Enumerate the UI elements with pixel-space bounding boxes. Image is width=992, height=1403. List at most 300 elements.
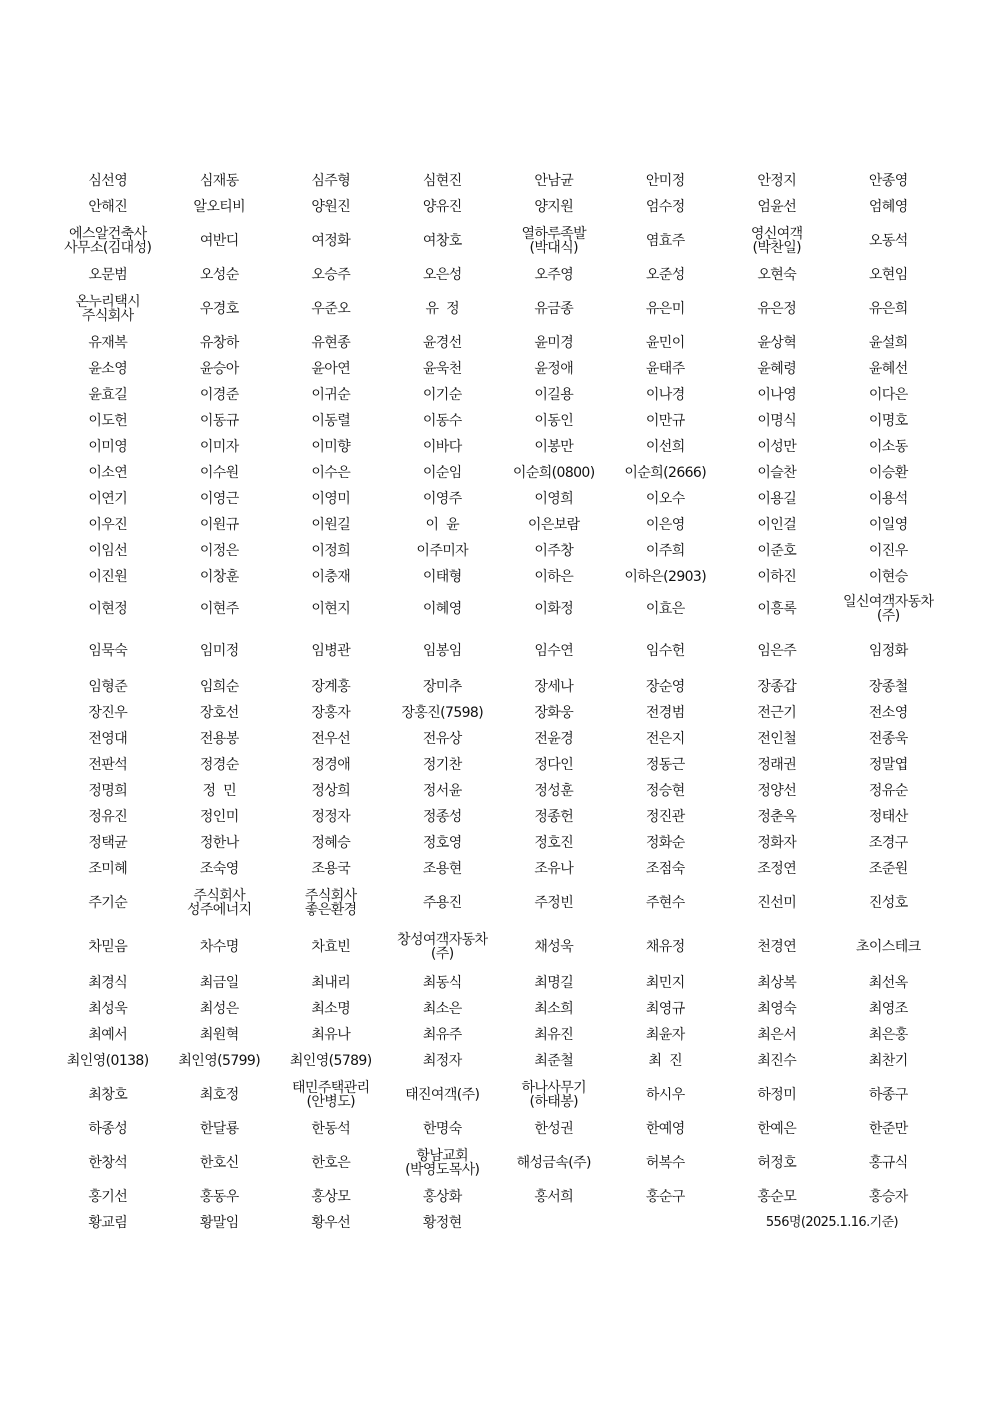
donor-name: 전근기 [757, 705, 797, 721]
donor-name: 임정화 [868, 643, 908, 659]
donor-name: 이순임 [422, 465, 462, 481]
donor-name: 임미정 [199, 643, 239, 659]
donor-name: 오성순 [199, 267, 239, 283]
donor-name: 허복수 [645, 1155, 685, 1171]
donor-name: 홍상화 [422, 1189, 462, 1205]
donor-name: 전인철 [757, 731, 797, 747]
donor-name: 영신여객 (박찬일) [750, 226, 803, 256]
donor-name: 홍순구 [645, 1189, 685, 1205]
donor-name: 주용진 [422, 895, 462, 911]
name-row [52, 356, 944, 382]
donor-name: 채유정 [645, 939, 685, 955]
name-row [52, 168, 944, 194]
donor-name: 최원혁 [199, 1027, 239, 1043]
donor-name: 엄혜영 [868, 199, 908, 215]
donor-name: 장순영 [645, 679, 685, 695]
donor-name: 임형준 [88, 679, 128, 695]
name-row [52, 1048, 944, 1074]
donor-name: 이미자 [199, 439, 239, 455]
donor-name: 최소희 [534, 1001, 574, 1017]
name-row [52, 1184, 944, 1210]
donor-name: 이명식 [757, 413, 797, 429]
donor-name: 한호신 [199, 1155, 239, 1171]
donor-name: 안정지 [757, 173, 797, 189]
donor-name: 이수원 [199, 465, 239, 481]
donor-name: 하시우 [645, 1087, 685, 1103]
donor-name: 전판석 [88, 757, 128, 773]
donor-name: 최성은 [199, 1001, 239, 1017]
donor-name: 이현지 [311, 601, 351, 617]
donor-name: 이길용 [534, 387, 574, 403]
donor-name: 한동석 [311, 1121, 351, 1137]
donor-name: 심주형 [311, 173, 351, 189]
donor-name: 이나경 [645, 387, 685, 403]
donor-name: 최은서 [757, 1027, 797, 1043]
donor-name: 최호정 [199, 1087, 239, 1103]
donor-name: 최진수 [757, 1053, 797, 1069]
donor-name: 이하진 [757, 569, 797, 585]
name-row [52, 778, 944, 804]
donor-name: 전영대 [88, 731, 128, 747]
donor-name: 최영조 [868, 1001, 908, 1017]
donor-name: 정명희 [88, 783, 128, 799]
donor-name: 전소영 [868, 705, 908, 721]
donor-name: 윤미경 [534, 335, 574, 351]
donor-name: 주식회사 좋은환경 [304, 888, 357, 918]
donor-name: 안종영 [868, 173, 908, 189]
donor-name: 조미혜 [88, 861, 128, 877]
donor-name-grid [52, 168, 944, 1236]
donor-name: 최상복 [757, 975, 797, 991]
donor-name: 진선미 [757, 895, 797, 911]
donor-name: 알오티비 [193, 199, 246, 215]
donor-name: 초이스테크 [855, 939, 921, 955]
donor-name: 장홍자 [311, 705, 351, 721]
donor-name: 유은미 [645, 301, 685, 317]
donor-name: 양지원 [534, 199, 574, 215]
donor-name: 이태형 [422, 569, 462, 585]
donor-name: 이동렬 [311, 413, 351, 429]
donor-name: 안남균 [534, 173, 574, 189]
donor-name: 이만규 [645, 413, 685, 429]
donor-name: 전종욱 [868, 731, 908, 747]
donor-name: 이우진 [88, 517, 128, 533]
donor-name: 임봉임 [422, 643, 462, 659]
donor-name: 조정연 [757, 861, 797, 877]
name-row [52, 434, 944, 460]
donor-name: 안해진 [88, 199, 128, 215]
donor-name: 이봉만 [534, 439, 574, 455]
donor-name: 오주영 [534, 267, 574, 283]
donor-name: 이창훈 [199, 569, 239, 585]
donor-name: 항남교회 (박영도목사) [405, 1148, 480, 1178]
donor-name: 해성금속(주) [516, 1155, 591, 1171]
name-row [52, 1116, 944, 1142]
donor-name: 최영숙 [757, 1001, 797, 1017]
donor-name: 이영희 [534, 491, 574, 507]
donor-name: 전윤경 [534, 731, 574, 747]
donor-name: 최정자 [422, 1053, 462, 1069]
donor-name: 조용국 [311, 861, 351, 877]
donor-name: 윤경선 [422, 335, 462, 351]
name-row [52, 882, 944, 924]
name-row [52, 460, 944, 486]
donor-name: 이귀순 [311, 387, 351, 403]
donor-name: 이정희 [311, 543, 351, 559]
donor-name: 안미정 [645, 173, 685, 189]
donor-name: 하종성 [88, 1121, 128, 1137]
donor-name: 최금일 [199, 975, 239, 991]
donor-name: 정승현 [645, 783, 685, 799]
donor-name: 이동인 [534, 413, 574, 429]
name-row [52, 564, 944, 590]
name-row [52, 486, 944, 512]
donor-name: 최은홍 [868, 1027, 908, 1043]
donor-name: 최민지 [645, 975, 685, 991]
donor-name: 태진여객(주) [405, 1087, 480, 1103]
donor-name: 정성훈 [534, 783, 574, 799]
donor-name: 이바다 [422, 439, 462, 455]
name-row [52, 700, 944, 726]
donor-name: 윤상혁 [757, 335, 797, 351]
donor-name: 조경구 [868, 835, 908, 851]
donor-name: 최인영(5789) [289, 1053, 372, 1069]
donor-name: 이용석 [868, 491, 908, 507]
donor-name: 황말임 [199, 1215, 239, 1231]
donor-name: 이소동 [868, 439, 908, 455]
donor-name: 이선희 [645, 439, 685, 455]
donor-name: 하종구 [868, 1087, 908, 1103]
donor-name: 일신여객자동차 (주) [843, 594, 934, 624]
donor-name: 이은영 [645, 517, 685, 533]
donor-name: 정호영 [422, 835, 462, 851]
donor-name: 하나사무기 (하태봉) [521, 1080, 587, 1110]
name-row [52, 512, 944, 538]
donor-name: 주식회사 성주에너지 [186, 888, 252, 918]
donor-name: 윤승아 [199, 361, 239, 377]
donor-name: 임묵숙 [88, 643, 128, 659]
donor-name: 최윤자 [645, 1027, 685, 1043]
donor-name: 홍동우 [199, 1189, 239, 1205]
donor-name: 장홍진(7598) [401, 705, 484, 721]
donor-name: 최찬기 [868, 1053, 908, 1069]
donor-name: 장호선 [199, 705, 239, 721]
donor-name: 최유진 [534, 1027, 574, 1043]
donor-name: 정 민 [202, 783, 237, 799]
donor-name: 임은주 [757, 643, 797, 659]
donor-name: 유재복 [88, 335, 128, 351]
donor-name: 최창호 [88, 1087, 128, 1103]
donor-name: 전은지 [645, 731, 685, 747]
donor-name: 이현정 [88, 601, 128, 617]
donor-name: 정호진 [534, 835, 574, 851]
donor-name: 이주희 [645, 543, 685, 559]
donor-name: 이현주 [199, 601, 239, 617]
donor-name: 정유순 [868, 783, 908, 799]
donor-name: 장세나 [534, 679, 574, 695]
donor-name: 황우선 [311, 1215, 351, 1231]
donor-name: 태민주택관리 (안병도) [291, 1080, 370, 1110]
donor-name: 이영미 [311, 491, 351, 507]
donor-name: 윤효길 [88, 387, 128, 403]
name-row [52, 674, 944, 700]
donor-name: 이진우 [868, 543, 908, 559]
donor-name: 조준원 [868, 861, 908, 877]
donor-name: 임병관 [311, 643, 351, 659]
donor-name: 이미영 [88, 439, 128, 455]
name-row [52, 220, 944, 262]
donor-name: 이일영 [868, 517, 908, 533]
donor-name: 심선영 [88, 173, 128, 189]
donor-name: 이소연 [88, 465, 128, 481]
donor-name: 에스알건축사 사무소(김대성) [64, 226, 152, 256]
donor-name: 오승주 [311, 267, 351, 283]
donor-name: 이 윤 [425, 517, 460, 533]
donor-name: 장계홍 [311, 679, 351, 695]
donor-name: 최경식 [88, 975, 128, 991]
donor-name: 정춘옥 [757, 809, 797, 825]
donor-name: 심현진 [422, 173, 462, 189]
donor-name: 임수헌 [645, 643, 685, 659]
name-row [52, 262, 944, 288]
donor-name: 홍순모 [757, 1189, 797, 1205]
donor-name: 정화순 [645, 835, 685, 851]
donor-name: 윤욱천 [422, 361, 462, 377]
donor-name: 엄수정 [645, 199, 685, 215]
donor-name: 정정자 [311, 809, 351, 825]
donor-name: 윤정애 [534, 361, 574, 377]
name-row [52, 924, 944, 970]
donor-name: 이인걸 [757, 517, 797, 533]
donor-name: 정동근 [645, 757, 685, 773]
donor-name: 유은정 [757, 301, 797, 317]
donor-name: 장미추 [422, 679, 462, 695]
donor-name: 이효은 [645, 601, 685, 617]
donor-name: 차효빈 [311, 939, 351, 955]
donor-name: 이정은 [199, 543, 239, 559]
donor-name: 윤태주 [645, 361, 685, 377]
donor-name: 이영근 [199, 491, 239, 507]
donor-name: 최 진 [648, 1053, 683, 1069]
donor-name: 오문범 [88, 267, 128, 283]
name-row [52, 804, 944, 830]
donor-name: 이주창 [534, 543, 574, 559]
donor-name: 이원규 [199, 517, 239, 533]
donor-name: 주기순 [88, 895, 128, 911]
donor-name: 조용현 [422, 861, 462, 877]
donor-name: 이영주 [422, 491, 462, 507]
name-row [52, 590, 944, 628]
donor-name: 조유나 [534, 861, 574, 877]
donor-name: 주정빈 [534, 895, 574, 911]
donor-name: 정혜승 [311, 835, 351, 851]
donor-name: 차믿음 [88, 939, 128, 955]
name-row [52, 970, 944, 996]
donor-name: 홍상모 [311, 1189, 351, 1205]
donor-name: 이기순 [422, 387, 462, 403]
donor-name: 유현종 [311, 335, 351, 351]
donor-name: 장종갑 [757, 679, 797, 695]
donor-name: 장화웅 [534, 705, 574, 721]
name-row [52, 194, 944, 220]
donor-name: 홍서희 [534, 1189, 574, 1205]
name-row [52, 330, 944, 356]
donor-name: 이순희(0800) [512, 465, 595, 481]
donor-name: 온누리택시 주식회사 [75, 294, 141, 324]
donor-name: 윤혜령 [757, 361, 797, 377]
donor-name: 정유진 [88, 809, 128, 825]
donor-name: 이순희(2666) [624, 465, 707, 481]
donor-name: 장진우 [88, 705, 128, 721]
donor-name: 오현숙 [757, 267, 797, 283]
donor-name: 이동규 [199, 413, 239, 429]
donor-name: 정기찬 [422, 757, 462, 773]
donor-name: 이연기 [88, 491, 128, 507]
donor-name: 조점숙 [645, 861, 685, 877]
donor-name: 이경준 [199, 387, 239, 403]
donor-name: 염효주 [645, 233, 685, 249]
donor-name: 이슬찬 [757, 465, 797, 481]
donor-name: 정태산 [868, 809, 908, 825]
name-row [52, 408, 944, 434]
donor-name: 유은희 [868, 301, 908, 317]
donor-name: 이미향 [311, 439, 351, 455]
donor-name: 우경호 [199, 301, 239, 317]
donor-name: 윤아연 [311, 361, 351, 377]
name-row [52, 830, 944, 856]
donor-name: 홍규식 [868, 1155, 908, 1171]
donor-name: 정한나 [199, 835, 239, 851]
donor-name: 전우선 [311, 731, 351, 747]
name-row [52, 1022, 944, 1048]
donor-name: 여창호 [422, 233, 462, 249]
total-count-note: 556명(2025.1.16.기준) [765, 1215, 898, 1230]
name-row [52, 1142, 944, 1184]
donor-name: 정종헌 [534, 809, 574, 825]
donor-name: 여반디 [199, 233, 239, 249]
donor-name: 최영규 [645, 1001, 685, 1017]
donor-name: 이동수 [422, 413, 462, 429]
donor-name: 황교림 [88, 1215, 128, 1231]
donor-name: 최준철 [534, 1053, 574, 1069]
name-row [52, 628, 944, 674]
donor-name: 이용길 [757, 491, 797, 507]
donor-name: 이나영 [757, 387, 797, 403]
donor-name: 정화자 [757, 835, 797, 851]
donor-name: 정종성 [422, 809, 462, 825]
donor-name: 최명길 [534, 975, 574, 991]
donor-name: 임수연 [534, 643, 574, 659]
donor-name: 최선옥 [868, 975, 908, 991]
donor-name: 정택균 [88, 835, 128, 851]
donor-name: 윤혜선 [868, 361, 908, 377]
name-row [52, 382, 944, 408]
donor-name: 천경연 [757, 939, 797, 955]
name-row [52, 856, 944, 882]
donor-name: 한준만 [868, 1121, 908, 1137]
donor-name: 윤민이 [645, 335, 685, 351]
donor-name: 이임선 [88, 543, 128, 559]
donor-name: 정양선 [757, 783, 797, 799]
donor-name: 이충재 [311, 569, 351, 585]
name-row [52, 1074, 944, 1116]
donor-name: 황정현 [422, 1215, 462, 1231]
donor-name: 이주미자 [416, 543, 469, 559]
donor-name: 채성욱 [534, 939, 574, 955]
donor-name: 이화정 [534, 601, 574, 617]
donor-name: 한성권 [534, 1121, 574, 1137]
donor-name: 장종철 [868, 679, 908, 695]
donor-name: 이하은(2903) [624, 569, 707, 585]
name-row [52, 1210, 944, 1236]
donor-name: 정경애 [311, 757, 351, 773]
donor-name: 최예서 [88, 1027, 128, 1043]
donor-name: 이진원 [88, 569, 128, 585]
donor-name: 최유나 [311, 1027, 351, 1043]
donor-name: 이명호 [868, 413, 908, 429]
donor-name: 전경범 [645, 705, 685, 721]
donor-name: 임희순 [199, 679, 239, 695]
donor-name: 한예은 [757, 1121, 797, 1137]
donor-name: 주현수 [645, 895, 685, 911]
donor-name: 이혜영 [422, 601, 462, 617]
donor-name: 차수명 [199, 939, 239, 955]
donor-name: 한창석 [88, 1155, 128, 1171]
donor-name: 한달룡 [199, 1121, 239, 1137]
name-row [52, 726, 944, 752]
donor-name: 최인영(5799) [178, 1053, 261, 1069]
donor-name: 이승환 [868, 465, 908, 481]
name-row [52, 996, 944, 1022]
donor-name: 유창하 [199, 335, 239, 351]
donor-name: 조숙영 [199, 861, 239, 877]
donor-name: 윤소영 [88, 361, 128, 377]
donor-name: 양원진 [311, 199, 351, 215]
donor-name: 정말엽 [868, 757, 908, 773]
donor-name: 최유주 [422, 1027, 462, 1043]
donor-name: 하정미 [757, 1087, 797, 1103]
name-row [52, 288, 944, 330]
donor-name: 윤설희 [868, 335, 908, 351]
donor-name: 유금종 [534, 301, 574, 317]
donor-name: 우준오 [311, 301, 351, 317]
name-row [52, 752, 944, 778]
donor-name: 한호은 [311, 1155, 351, 1171]
donor-name: 오은성 [422, 267, 462, 283]
donor-name: 유 정 [425, 301, 460, 317]
donor-name: 열하루족발 (박대식) [521, 226, 587, 256]
donor-name: 허정호 [757, 1155, 797, 1171]
donor-name: 정상희 [311, 783, 351, 799]
donor-name: 양유진 [422, 199, 462, 215]
donor-name: 엄윤선 [757, 199, 797, 215]
donor-name: 오준성 [645, 267, 685, 283]
donor-name: 오동석 [868, 233, 908, 249]
donor-name: 정래권 [757, 757, 797, 773]
donor-name: 전유상 [422, 731, 462, 747]
donor-name: 홍승자 [868, 1189, 908, 1205]
donor-name: 정인미 [199, 809, 239, 825]
donor-name: 최인영(0138) [66, 1053, 149, 1069]
donor-name: 이현승 [868, 569, 908, 585]
donor-name: 창성여객자동차 (주) [397, 932, 488, 962]
donor-name: 심재동 [199, 173, 239, 189]
donor-name: 진성호 [868, 895, 908, 911]
donor-name: 정경순 [199, 757, 239, 773]
donor-name: 정다인 [534, 757, 574, 773]
donor-name: 이흥록 [757, 601, 797, 617]
donor-name: 오현임 [868, 267, 908, 283]
